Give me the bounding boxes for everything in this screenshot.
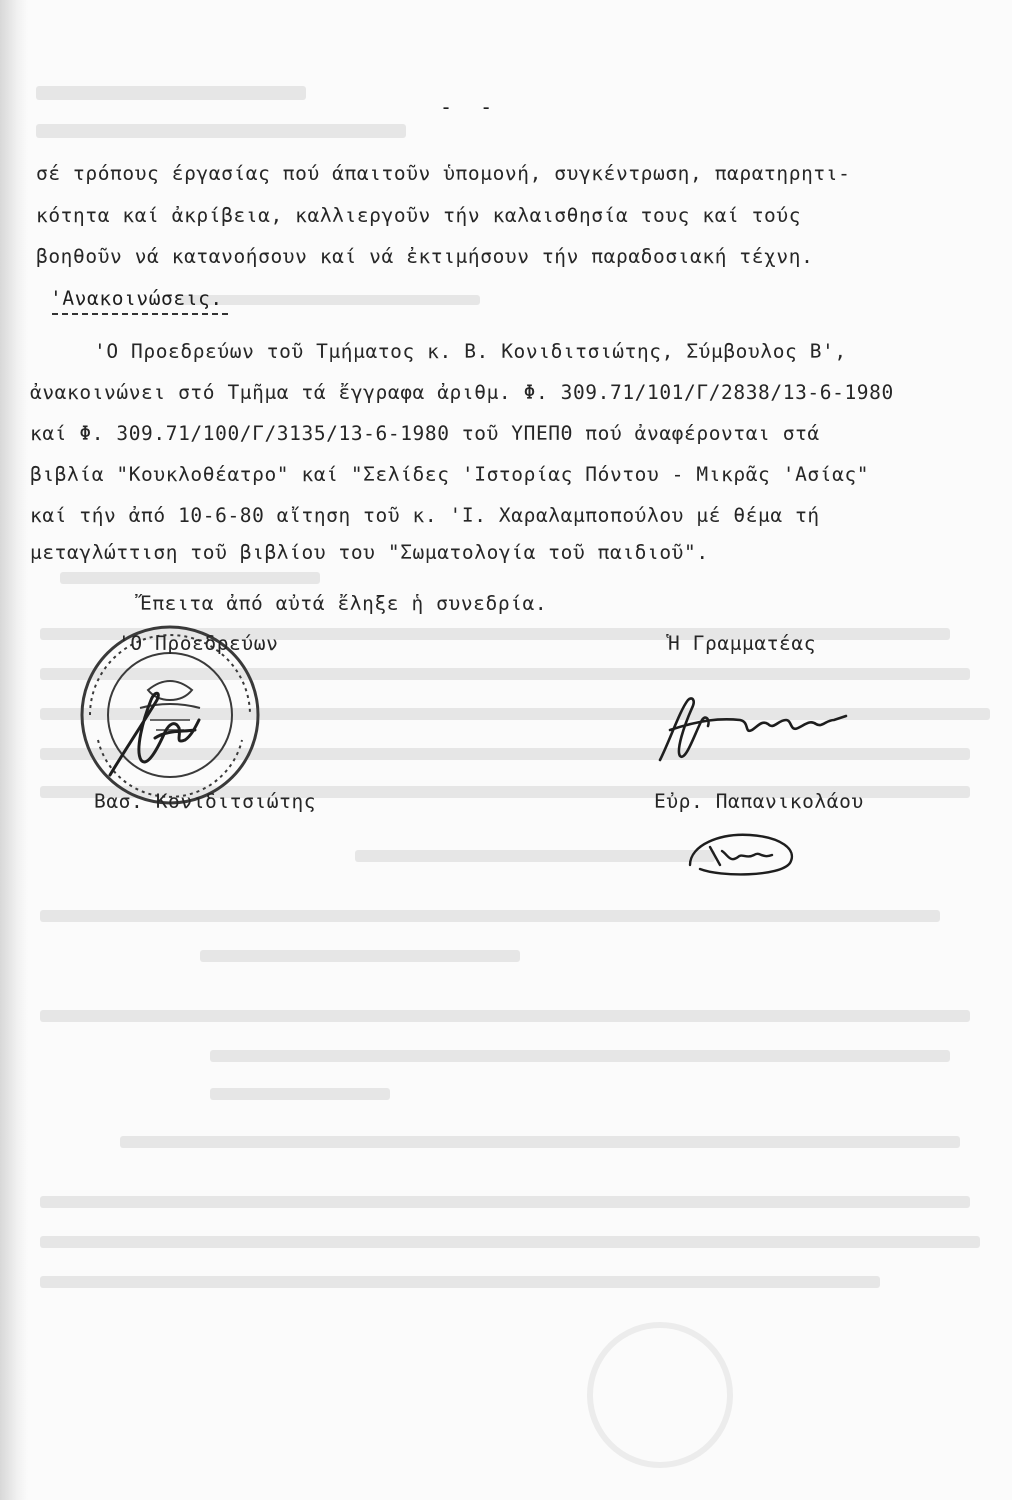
paragraph-2-line-2: ἀνακοινώνει στό Τμῆμα τά ἔγγραφα ἀριθμ. Φ. 309.71/101/Γ/2838/13-6-1980 [30, 381, 894, 404]
paragraph-1-line-1: σέ τρόπους έργασίας πού άπαιτοῦν ὑπομονή, συγκέντρωση, παρατηρητι- [36, 162, 851, 185]
presiding-name: Βασ. Κονιδιτσιώτης [94, 790, 317, 813]
paragraph-1-line-2: κότητα καί ἀκρίβεια, καλλιεργοῦν τήν καλαισθησία τους καί τούς [36, 204, 802, 227]
paragraph-2-line-1: 'Ο Προεδρεύων τοῦ Τμήματος κ. Β. Κονιδιτσιώτης, Σύμβουλος Β', [94, 340, 847, 363]
announcements-heading: 'Ανακοινώσεις. [50, 287, 223, 310]
paragraph-1-line-3: βοηθοῦν νά κατανοήσουν καί νά ἐκτιμήσουν τήν παραδοσιακή τέχνη. [36, 245, 814, 268]
closing-sentence: Ἔπειτα ἀπό αὐτά ἔληξε ἡ συνεδρία. [140, 592, 548, 615]
paragraph-2-line-5: καί τήν ἀπό 10-6-80 αἴτηση τοῦ κ. 'Ι. Χαραλαμποπούλου μέ θέμα τή [30, 504, 820, 527]
heading-underline [52, 313, 228, 315]
paragraph-2-line-4: βιβλία "Κουκλοθέατρο" καί "Σελίδες 'Ιστορίας Πόντου - Μικρᾶς 'Ασίας" [30, 463, 870, 486]
secretary-signature [640, 690, 860, 780]
secretary-initials [680, 825, 810, 885]
secretary-name: Εὐρ. Παπανικολάου [654, 790, 864, 813]
presiding-title: 'Ο Προεδρεύων [118, 632, 279, 655]
paragraph-2-line-3: καί Φ. 309.71/100/Γ/3135/13-6-1980 τοῦ ΥΠΕΠΘ πού ἀναφέρονται στά [30, 422, 820, 445]
page-marker: - - [440, 95, 501, 119]
paragraph-2-line-6: μεταγλώττιση τοῦ βιβλίου του "Σωματολογία τοῦ παιδιοῦ". [30, 541, 709, 564]
presiding-signature [95, 680, 215, 790]
secretary-title: Ἡ Γραμματέας [668, 632, 817, 655]
